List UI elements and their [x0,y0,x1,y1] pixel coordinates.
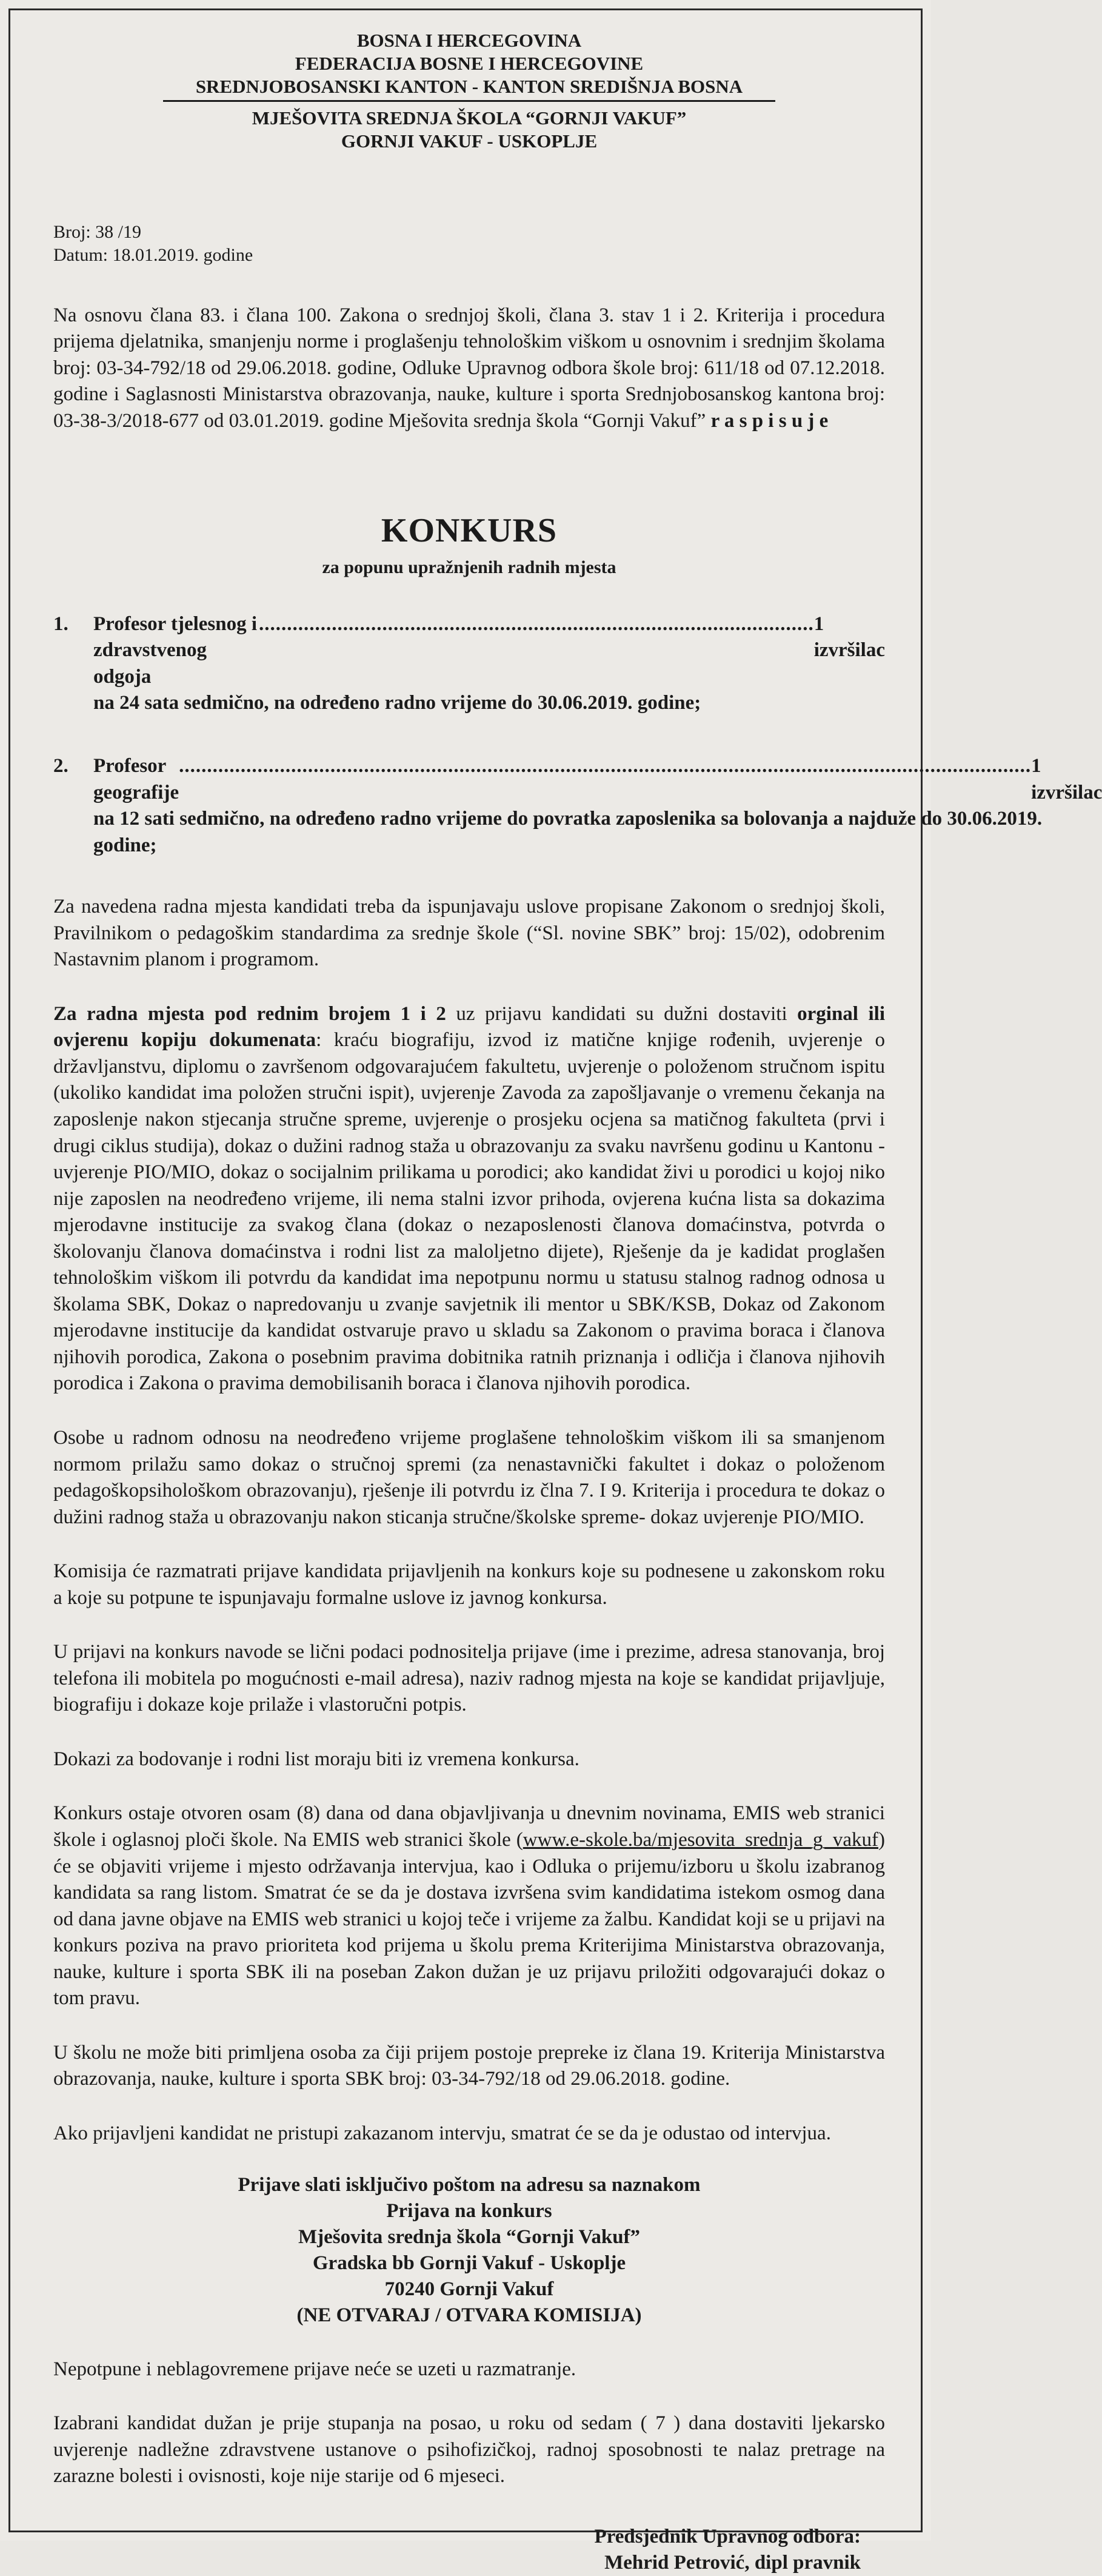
position-detail: na 24 sata sedmično, na određeno radno vrijeme do 30.06.2019. godine; [93,692,701,714]
documents-original: orginal ili ovjerenu kopiju dokumenata [53,1002,885,1052]
exclusion-paragraph: U školu ne može biti primljena osoba za čiji prijem postoje prepreke iz člana 19. Kriterija Ministarstva obrazovanja, nauke, kulture i sporta SBK broj: 03-34-792/18 od 29.06.2018. godine. [53,2041,885,2090]
header-divider [163,100,775,102]
page-title: KONKURS [381,511,558,549]
intro-paragraph [53,303,885,435]
signature-block [53,2524,885,2576]
documents-list: : kraću biografiju, izvod iz matične knjige rođenih, uvjerenje o državljanstvu, diplomu o završenom odgovarajućem fakultetu, uvjerenje o položenom stručnom ispitu (ukoliko kandidat ima položen stručni ispit), uvjerenje Zavoda za zapošljavanje o vremenu čekanja na zaposlenje nakon stjecanja stručne spreme, uvjerenje o prosjeku ocjena sa matičnog fakulteta (prvi i drugi ciklus studija), dokaz o dužini radnog staža u obrazovanju za svaku navršenu godinu u Kantonu - uvjerenje PIO/MIO, dokaz o socijalnim prilikama u porodici; ako kandidat živi u porodici u kojoj niko nije zaposlen na neodređeno vrijeme, ili nema stalni izvor prihoda, ovjerena kućna lista sa dokazima mjerodavne institucije za svakog člana (dokaz o nezaposlenosti članova domaćinstva, potvrda o školovanju članova domaćinstva i rodni list za maloljetno dijete), Rješenje da je kadidat proglašen tehnološkim viškom ili potvrdu da kandidat ima nepotpunu normu u statusu stalnog radnog odnosa u školama SBK, Dokaz o napredovanju u zvanje savjetnik ili mentor u SBK/KSB, Dokaz od Zakonom mjerodavne institucije da kandidat ostvaruje pravo u skladu sa Zakonom o pravima boraca i članova njihovih porodica, Zakona o posebnim pravima dobitnika ratnih priznanja i odličja i članova njihovih porodica i Zakona o pravima demobilisanih boraca i članova njihovih porodica. [53,1029,886,1395]
address-note: (NE OTVARAJ / OTVARA KOMISIJA) [296,2304,642,2326]
leader-dots: ................................................................................................... [258,612,814,635]
header-canton: SREDNJOBOSANSKI KANTON - KANTON SREDIŠNJA BOSNA [195,75,743,97]
position-number: 1. [53,612,68,635]
document-header [53,29,885,153]
evidence-paragraph: Dokazi za bodovanje i rodni list moraju biti iz vremena konkursa. [53,1748,579,1770]
emis-link[interactable]: www.e-skole.ba/mjesovita_srednja_g_vakuf [523,1829,878,1851]
requirements-paragraph: Za navedena radna mjesta kandidati treba da ispunjavaju uslove propisane Zakonom o srednjoj školi, Pravilnikom o pedagoškim standardima za srednje škole (“Sl. novine SBK” broj: 15/02), odobrenim Nastavnim planom i programom. [53,896,885,971]
position-item [53,753,1102,859]
position-count: 1 izvršilac [1031,754,1102,803]
address-school: Mješovita srednja škola “Gornji Vakuf” [298,2226,641,2249]
position-detail: na 12 sati sedmično, na određeno radno vrijeme do povratka zaposlenika sa bolovanja a najduže do 30.06.2019. godine; [93,808,1043,856]
documents-paragraph [53,1001,885,1397]
header-town: GORNJI VAKUF - USKOPLJE [341,130,598,152]
commission-paragraph: Komisija će razmatrati prijave kandidata prijavljenih na konkurs koje su podnesene u zakonskom roku a koje su potpune te ispunjavaju formalne uslove iz javnog konkursa. [53,1560,885,1609]
document-meta [53,221,885,267]
header-school: MJEŠOVITA SREDNJA ŠKOLA “GORNJI VAKUF” [252,107,687,129]
notice-content [53,29,1102,2576]
signature-name: Mehrid Petrović, dipl pravnik [604,2551,861,2574]
documents-text-mid: uz prijavu kandidati su dužni dostaviti [446,1002,798,1025]
documents-lead: Za radna mjesta pod rednim brojem 1 i 2 [53,1002,446,1025]
position-name: Profesor tjelesnog i zdravstvenog odgoja [93,612,258,688]
address-street: Gradska bb Gornji Vakuf - Uskoplje [312,2252,626,2275]
position-number: 2. [53,754,68,777]
document-number: Broj: 38 /19 [53,222,142,243]
open-period-text: Konkurs ostaje otvoren osam (8) dana od dana objavljivanja u dnevnim novinama, EMIS web stranici škole i oglasnoj ploči škole. Na EMIS web stranici škole ( [53,1802,885,1851]
header-country: BOSNA I HERCEGOVINA [356,30,582,51]
mailing-address [53,2172,885,2328]
document-date: Datum: 18.01.2019. godine [53,245,253,266]
incomplete-paragraph: Nepotpune i neblagovremene prijave neće se uzeti u razmatranje. [53,2358,576,2380]
position-name: Profesor geografije [93,754,179,803]
intro-text: Na osnovu člana 83. i člana 100. Zakona o srednjoj školi, člana 3. stav 1 i 2. Kriterija i procedura prijema djelatnika, smanjenju norme i proglašenju tehnološkim viškom u osnovnim i srednjim školama broj: 03-34-792/18 od 29.06.2018. godine, Odluke Upravnog odbora škole broj: 611/18 od 07.12.2018. godine i Saglasnosti Ministarstva obrazovanja, nauke, kulture i sporta Srednjobosanskog kantona broj: 03-38-3/2018-677 od 03.01.2019. godine Mješovita srednja škola “Gornji Vakuf” [53,304,885,432]
signature-role: Predsjednik Upravnog odbora: [594,2526,861,2547]
position-count: 1 izvršilac [813,612,885,662]
medical-paragraph: Izabrani kandidat dužan je prije stupanja na posao, u roku od sedam ( 7 ) dana dostaviti ljekarsko uvjerenje nadležne zdravstvene ustanove o psihofizičkoj, radnoj sposobnosti te nalaz pretrage na zarazne bolesti i ovisnosti, koje nije starije od 6 mjeseci. [53,2412,885,2487]
open-period-text-rest: ) će se objaviti vrijeme i mjesto održavanja intervjua, kao i Odluka o prijemu/izboru u školu izabranog kandidata sa rang listom. Smatrat će se da je dostava izvršena svim kandidatima istekom osmog dana od dana javne objave na EMIS web stranici u kojoj teče i vrijeme za žalbu. Kandidat koji se u prijavi na konkurs poziva na pravo prioriteta kod prijema u školu prema Kriterijima Ministarstva obrazovanja, nauke, kulture i sporta SBK ili na poseban Zakon dužan je uz prijavu priložiti odgovarajući dokaz o tom pravu. [53,1829,885,2010]
application-paragraph: U prijavi na konkurs navode se lični podaci podnositelja prijave (ime i prezime, adresa stanovanja, broj telefona ili mobitela po mogućnosti e-mail adresa), naziv radnog mjesta na koje se kandidat prijavljuje, biografiju i dokaze koje prilaže i vlastoručni potpis. [53,1641,885,1716]
address-instruction: Prijave slati isključivo poštom na adresu sa naznakom [238,2174,701,2196]
surplus-paragraph: Osobe u radnom odnosu na neodređeno vrijeme proglašene tehnološkim viškom ili sa smanjenom normom prilažu samo dokaz o stručnoj spremi (za nenastavnički fakultet i dokaz o položenom pedagoškopsihološkom obrazovanju), rješenje ili potvrdu iz člna 7. I 9. Kriterija i procedura te dokaz o dužini radnog staža u obrazovanju nakon sticanja stručne/školske spreme- dokaz uvjerenje PIO/MIO. [53,1426,885,1528]
raspisuje-label: r a s p i s u j e [710,410,829,432]
page-subtitle: za popunu upražnjenih radnih mjesta [322,557,616,578]
header-federation: FEDERACIJA BOSNE I HERCEGOVINE [295,52,644,74]
address-subject: Prijava na konkurs [386,2200,552,2222]
leader-dots: ........................................................................................................................................................ [179,754,1032,777]
position-item [53,611,885,717]
address-postal: 70240 Gornji Vakuf [384,2278,554,2301]
interview-paragraph: Ako prijavljeni kandidat ne pristupi zakazanom intervju, smatrat će se da je odustao od intervjua. [53,2122,831,2144]
open-period-paragraph [53,1800,885,2011]
